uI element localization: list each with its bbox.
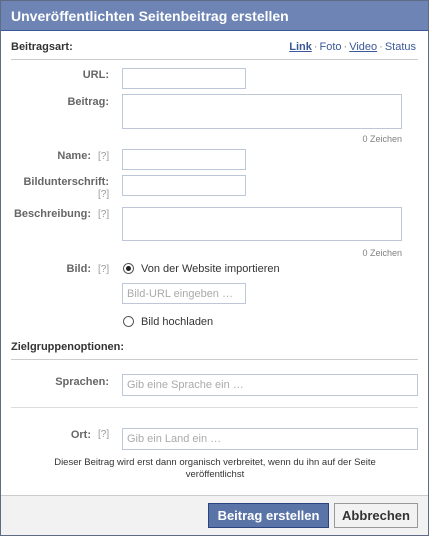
post-type-video[interactable]: Video — [349, 41, 378, 53]
languages-label: Sprachen: — [55, 376, 109, 388]
name-help-icon[interactable]: [?] — [98, 151, 110, 162]
radio-upload-image-label[interactable]: Bild hochladen — [141, 316, 214, 328]
languages-input[interactable] — [122, 374, 418, 396]
bildunterschrift-input[interactable] — [122, 175, 246, 196]
beschreibung-textarea[interactable] — [122, 207, 402, 241]
beschreibung-label: Beschreibung: — [13, 208, 91, 220]
post-type-photo[interactable]: Foto — [319, 41, 342, 53]
name-input[interactable] — [122, 149, 246, 170]
create-post-button[interactable]: Beitrag erstellen — [208, 503, 329, 528]
section-divider — [11, 407, 418, 408]
post-type-switcher — [289, 41, 416, 53]
cancel-button[interactable]: Abbrechen — [334, 503, 418, 528]
bild-label: Bild: — [66, 263, 91, 275]
name-label: Name: — [57, 150, 91, 162]
bildunterschrift-label: Bildunterschrift: — [23, 176, 109, 188]
post-type-label: Beitragsart: — [11, 41, 73, 53]
radio-import-website[interactable] — [123, 263, 134, 274]
image-url-input[interactable] — [122, 283, 246, 304]
separator: · — [343, 41, 348, 53]
radio-import-website-label[interactable]: Von der Website importieren — [141, 263, 280, 275]
bild-help-icon[interactable]: [?] — [98, 264, 110, 275]
bildunterschrift-help-icon[interactable]: [?] — [98, 189, 110, 200]
location-input[interactable] — [122, 428, 418, 450]
radio-upload-image[interactable] — [123, 316, 134, 327]
beschreibung-help-icon[interactable]: [?] — [98, 209, 110, 220]
beitrag-textarea[interactable] — [122, 94, 402, 129]
beschreibung-char-counter: 0 Zeichen — [362, 248, 402, 258]
beitrag-char-counter: 0 Zeichen — [362, 134, 402, 144]
url-label: URL: — [82, 69, 109, 81]
location-label: Ort: — [70, 429, 91, 441]
post-type-status[interactable]: Status — [384, 41, 416, 53]
targeting-label: Zielgruppenoptionen: — [11, 341, 125, 353]
post-type-link[interactable]: Link — [289, 41, 312, 53]
dialog-footer — [1, 495, 428, 535]
url-input[interactable] — [122, 68, 246, 89]
separator: · — [379, 41, 383, 53]
section-divider — [11, 59, 418, 60]
organic-distribution-note: Dieser Beitrag wird erst dann organisch verbreitet, wenn du ihn auf der Seite veröffentlichst — [54, 457, 376, 480]
dialog-title: Unveröffentlichten Seitenbeitrag erstellen — [1, 1, 428, 31]
section-divider — [11, 359, 418, 360]
separator: · — [313, 41, 318, 53]
location-help-icon[interactable]: [?] — [98, 429, 110, 440]
beitrag-label: Beitrag: — [67, 96, 109, 108]
